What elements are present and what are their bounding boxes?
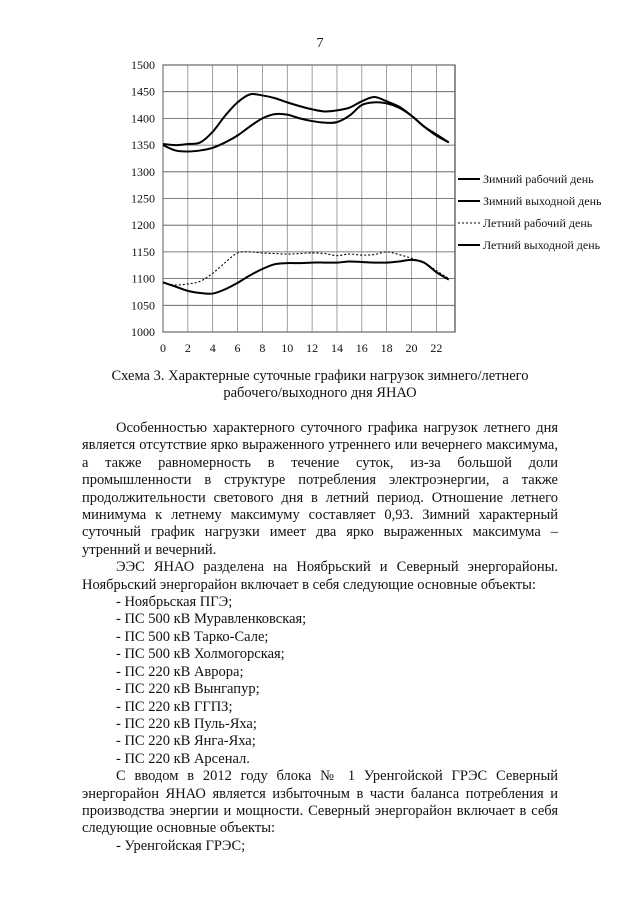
northern-objects-list [82,838,558,855]
nojabrsk-objects-list [82,594,558,768]
x-tick-label: 0 [160,341,166,355]
paragraph-2: ЭЭС ЯНАО разделена на Ноябрьский и Северный энергорайоны. Ноябрьский энергорайон включает в себя следующие основные объекты: [82,559,558,593]
list-item: - ПС 500 кВ Тарко-Сале; [116,628,269,645]
x-tick-label: 8 [259,341,266,355]
chart-legend [458,172,602,252]
list-item: - ПС 220 кВ ГГПЗ; [116,698,233,715]
list-item: - ПС 220 кВ Аврора; [116,663,244,680]
x-tick-label: 18 [380,341,393,355]
list-item: - ПС 220 кВ Янга-Яха; [116,733,256,750]
legend-label-4: Летний выходной день [483,238,601,252]
y-tick-label: 1050 [131,298,155,313]
list-item: - Ноябрьская ПГЭ; [116,594,233,611]
caption-line-2: рабочего/выходного дня ЯНАО [223,385,417,401]
y-axis-ticks [131,58,155,339]
y-tick-label: 1200 [131,218,155,233]
y-tick-label: 1150 [131,244,155,259]
x-tick-label: 22 [430,341,443,355]
list-item: - ПС 500 кВ Холмогорская; [116,646,285,663]
paragraph-3: С вводом в 2012 году блока № 1 Уренгойской ГРЭС Северный энергорайон ЯНАО является избыточным в части баланса потребления и производства энергии и мощности. Северный энергорайон включает в себя следующие основные объекты: [82,768,558,837]
list-item: - ПС 220 кВ Пуль-Яха; [116,715,257,732]
list-item: - ПС 500 кВ Муравленковская; [116,611,307,628]
caption-line-1: Схема 3. Характерные суточные графики нагрузок зимнего/летнего [111,368,529,384]
y-tick-label: 1300 [131,164,155,179]
page-number: 7 [316,36,324,51]
body-text [82,420,558,855]
series-line-2 [163,102,449,151]
list-item: - ПС 220 кВ Вынгапур; [116,681,260,698]
y-tick-label: 1250 [131,191,155,206]
y-tick-label: 1350 [131,138,155,153]
y-tick-label: 1400 [131,111,155,126]
series-line-4 [163,260,449,294]
list-item: - ПС 220 кВ Арсенал. [116,750,250,767]
x-tick-label: 2 [184,341,191,355]
load-chart [0,0,640,370]
legend-label-1: Зимний рабочий день [483,172,594,186]
x-tick-label: 20 [405,341,418,355]
chart-series [163,94,449,294]
x-tick-label: 6 [234,341,241,355]
y-tick-label: 1000 [131,325,155,339]
series-line-3 [163,252,449,285]
x-tick-label: 14 [330,341,343,355]
paragraph-1: Особенностью характерного суточного графика нагрузок летнего дня является отсутствие ярко выраженного утреннего или вечернего максимума, а также равномерность в течение суток, из-за большой доли промышленности в структуре потребления электроэнергии, а также продолжительности светового дня в летний период. Отношение летнего минимума к летнему максимуму составляет 0,93. Зимний характерный суточный график нагрузки имеет два ярко выраженных максимума – утренний и вечерний. [82,420,558,558]
x-tick-label: 16 [355,341,368,355]
chart-grid [163,65,455,332]
list-item: - Уренгойская ГРЭС; [116,837,246,854]
chart-caption [80,368,560,402]
y-tick-label: 1450 [131,84,155,99]
y-tick-label: 1500 [131,58,155,72]
legend-label-2: Зимний выходной день [483,194,602,208]
legend-label-3: Летний рабочий день [483,216,593,230]
y-tick-label: 1100 [131,271,155,286]
x-axis-ticks [160,341,442,355]
x-tick-label: 10 [281,341,294,355]
x-tick-label: 4 [209,341,216,355]
x-tick-label: 12 [306,341,319,355]
